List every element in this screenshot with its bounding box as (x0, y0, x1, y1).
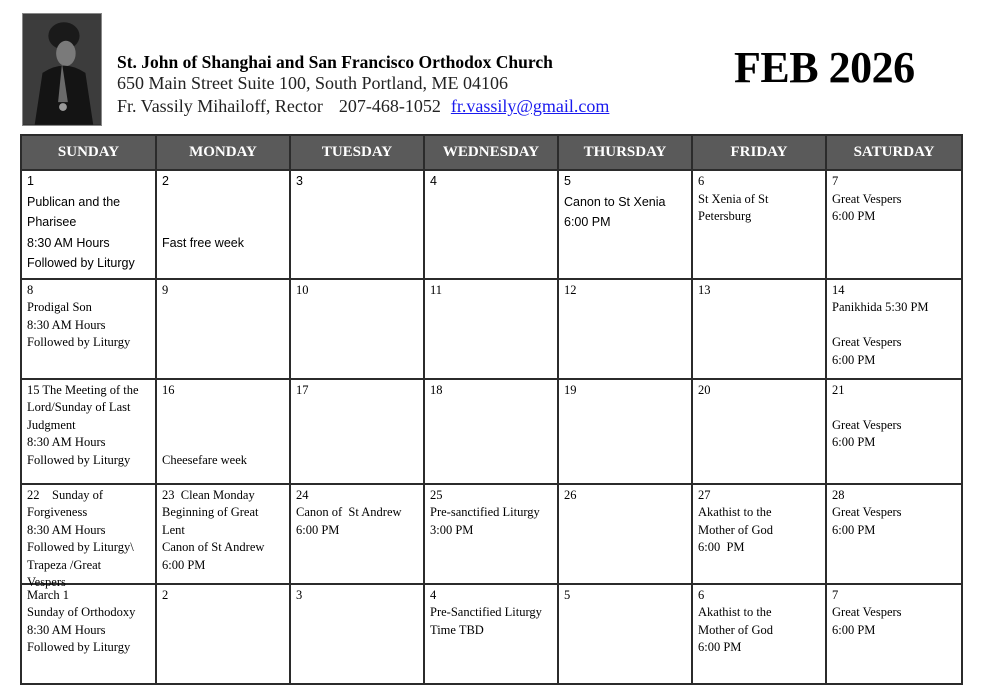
day-cell (156, 279, 290, 379)
day-number: 23 Clean Monday (162, 487, 255, 502)
day-cell (558, 170, 692, 279)
day-number: 2 (162, 174, 169, 188)
event-text: 8:30 AM Hours (27, 317, 106, 332)
day-number: 26 (564, 487, 577, 502)
event-text: Panikhida 5:30 PM (832, 300, 929, 315)
day-cell (21, 584, 156, 684)
day-number: 25 (430, 487, 443, 502)
day-cell (692, 584, 826, 684)
event-text: Fast free week (162, 235, 244, 250)
day-cell (826, 584, 962, 684)
day-cell (156, 584, 290, 684)
event-text: 8:30 AM Hours (27, 435, 106, 450)
event-text: 6:00 PM (832, 209, 876, 224)
spacer (162, 399, 284, 417)
day-number: March 1 (27, 587, 69, 602)
day-number: 5 (564, 587, 571, 602)
event-text: Canon of St Andrew (162, 540, 265, 555)
rector-photo (22, 13, 102, 126)
day-number: 24 (296, 487, 309, 502)
day-number: 17 (296, 382, 309, 397)
event-text: St Xenia of St (698, 191, 769, 206)
event-text: 6:00 PM (698, 540, 745, 555)
event-text: Followed by Liturgy (27, 256, 135, 270)
day-cell (424, 584, 558, 684)
day-cell (692, 379, 826, 484)
day-cell (156, 379, 290, 484)
rector-line (117, 96, 609, 117)
day-cell (290, 484, 424, 584)
spacer (832, 317, 956, 335)
event-text: Pre-sanctified Liturgy (430, 505, 540, 520)
event-text: Akathist to the (698, 505, 772, 520)
event-text: 6:00 PM (162, 557, 206, 572)
event-text: Trapeza /Great (27, 557, 102, 572)
day-number: 6 (698, 174, 705, 188)
day-number: 4 (430, 174, 437, 188)
day-cell (692, 170, 826, 279)
event-text: Great Vespers (832, 417, 902, 432)
day-cell (156, 170, 290, 279)
event-text: 8:30 AM Hours (27, 622, 106, 637)
week-row (21, 584, 962, 684)
day-number: 3 (296, 587, 303, 602)
day-number: 28 (832, 487, 845, 502)
day-number: 13 (698, 282, 711, 297)
day-number: 11 (430, 282, 443, 297)
day-number: 2 (162, 587, 169, 602)
day-cell (21, 170, 156, 279)
day-number: 19 (564, 382, 577, 397)
week-row (21, 170, 962, 279)
weekday-header: THURSDAY (558, 135, 692, 170)
event-text: Lent (162, 522, 185, 537)
event-text: Sunday of Orthodoxy (27, 605, 136, 620)
weekday-header: WEDNESDAY (424, 135, 558, 170)
day-cell (424, 484, 558, 584)
event-text: 6:00 PM (564, 215, 611, 229)
day-cell (558, 484, 692, 584)
day-cell (424, 170, 558, 279)
event-text: Great Vespers (832, 605, 902, 620)
event-text: 8:30 AM Hours (27, 522, 106, 537)
event-text: Canon to St Xenia (564, 194, 666, 209)
event-text: Great Vespers (832, 335, 902, 350)
day-cell (21, 484, 156, 590)
spacer (832, 399, 956, 417)
day-cell (424, 379, 558, 484)
event-text: Mother of God (698, 522, 773, 537)
day-number: 20 (698, 382, 711, 397)
weekday-header-row (21, 135, 962, 170)
event-text: 6:00 PM (832, 352, 876, 367)
day-number: 12 (564, 282, 577, 297)
weekday-header: FRIDAY (692, 135, 826, 170)
day-cell (290, 279, 424, 379)
day-number: 7 (832, 587, 839, 602)
event-text: Prodigal Son (27, 300, 92, 315)
week-row (21, 379, 962, 484)
event-text: Akathist to the (698, 605, 772, 620)
day-cell (558, 379, 692, 484)
event-text: 6:00 PM (832, 622, 876, 637)
day-cell (826, 170, 962, 279)
day-cell (290, 584, 424, 684)
day-number: 10 (296, 282, 309, 297)
month-title: FEB 2026 (734, 43, 915, 92)
event-text: 6:00 PM (296, 522, 340, 537)
weekday-header: MONDAY (156, 135, 290, 170)
spacer (162, 434, 284, 452)
event-text: 6:00 PM (698, 640, 742, 655)
rector-email-link[interactable]: fr.vassily@gmail.com (450, 96, 610, 116)
spacer (162, 194, 284, 215)
event-text: Publican and the (27, 194, 121, 209)
day-cell (290, 170, 424, 279)
day-number: 1 (27, 174, 34, 188)
event-text: Pharisee (27, 215, 77, 229)
rector-name: Fr. Vassily Mihailoff, Rector (117, 96, 323, 116)
day-cell (826, 484, 962, 584)
event-text: Lord/Sunday of Last (27, 400, 131, 415)
day-cell (692, 279, 826, 379)
day-number: 8 (27, 282, 34, 297)
event-text: Time TBD (430, 622, 484, 637)
day-cell (21, 279, 156, 379)
day-cell (826, 379, 962, 484)
day-number: 15 The Meeting of the (27, 382, 139, 397)
event-text: Cheesefare week (162, 452, 248, 467)
event-text: 8:30 AM Hours (27, 235, 110, 250)
event-text: Followed by Liturgy (27, 335, 131, 350)
church-name: St. John of Shanghai and San Francisco Orthodox Church (117, 52, 553, 72)
day-number: 21 (832, 382, 845, 397)
event-text: Great Vespers (832, 191, 902, 206)
day-number: 5 (564, 174, 571, 188)
event-text: 6:00 PM (832, 522, 876, 537)
day-number: 14 (832, 282, 845, 297)
day-cell (290, 379, 424, 484)
rector-phone: 207-468-1052 (338, 96, 441, 116)
event-text: 3:00 PM (430, 522, 474, 537)
day-cell (692, 484, 826, 584)
day-number: 27 (698, 487, 711, 502)
week-row (21, 484, 962, 584)
event-text: Vespers (27, 575, 66, 590)
event-text: Pre-Sanctified Liturgy (430, 605, 542, 620)
day-number: 4 (430, 587, 437, 602)
event-text: Judgment (27, 417, 76, 432)
day-number: 3 (296, 174, 303, 188)
day-cell (424, 279, 558, 379)
day-cell (558, 584, 692, 684)
event-text: Followed by Liturgy\ (27, 540, 134, 555)
calendar-grid (20, 134, 963, 685)
weekday-header: SATURDAY (826, 135, 962, 170)
day-number: 16 (162, 382, 175, 397)
weekday-header: TUESDAY (290, 135, 424, 170)
day-cell (826, 279, 962, 379)
day-cell (156, 484, 290, 584)
day-cell (21, 379, 156, 484)
day-number: 9 (162, 282, 169, 297)
church-address: 650 Main Street Suite 100, South Portland, ME 04106 (117, 73, 508, 93)
event-text: Petersburg (698, 209, 752, 224)
event-text: Followed by Liturgy (27, 452, 131, 467)
event-text: Great Vespers (832, 505, 902, 520)
spacer (162, 417, 284, 435)
day-cell (558, 279, 692, 379)
day-number: 7 (832, 174, 839, 188)
event-text: Beginning of Great (162, 505, 259, 520)
day-number: 6 (698, 587, 705, 602)
event-text: 6:00 PM (832, 435, 876, 450)
day-number: 22 Sunday of (27, 487, 104, 502)
week-row (21, 279, 962, 379)
event-text: Forgiveness (27, 505, 88, 520)
weekday-header: SUNDAY (21, 135, 156, 170)
event-text: Mother of God (698, 622, 773, 637)
spacer (162, 214, 284, 235)
portrait-image (23, 14, 101, 125)
event-text: Followed by Liturgy (27, 640, 131, 655)
event-text: Canon of St Andrew (296, 505, 402, 520)
day-number: 18 (430, 382, 443, 397)
